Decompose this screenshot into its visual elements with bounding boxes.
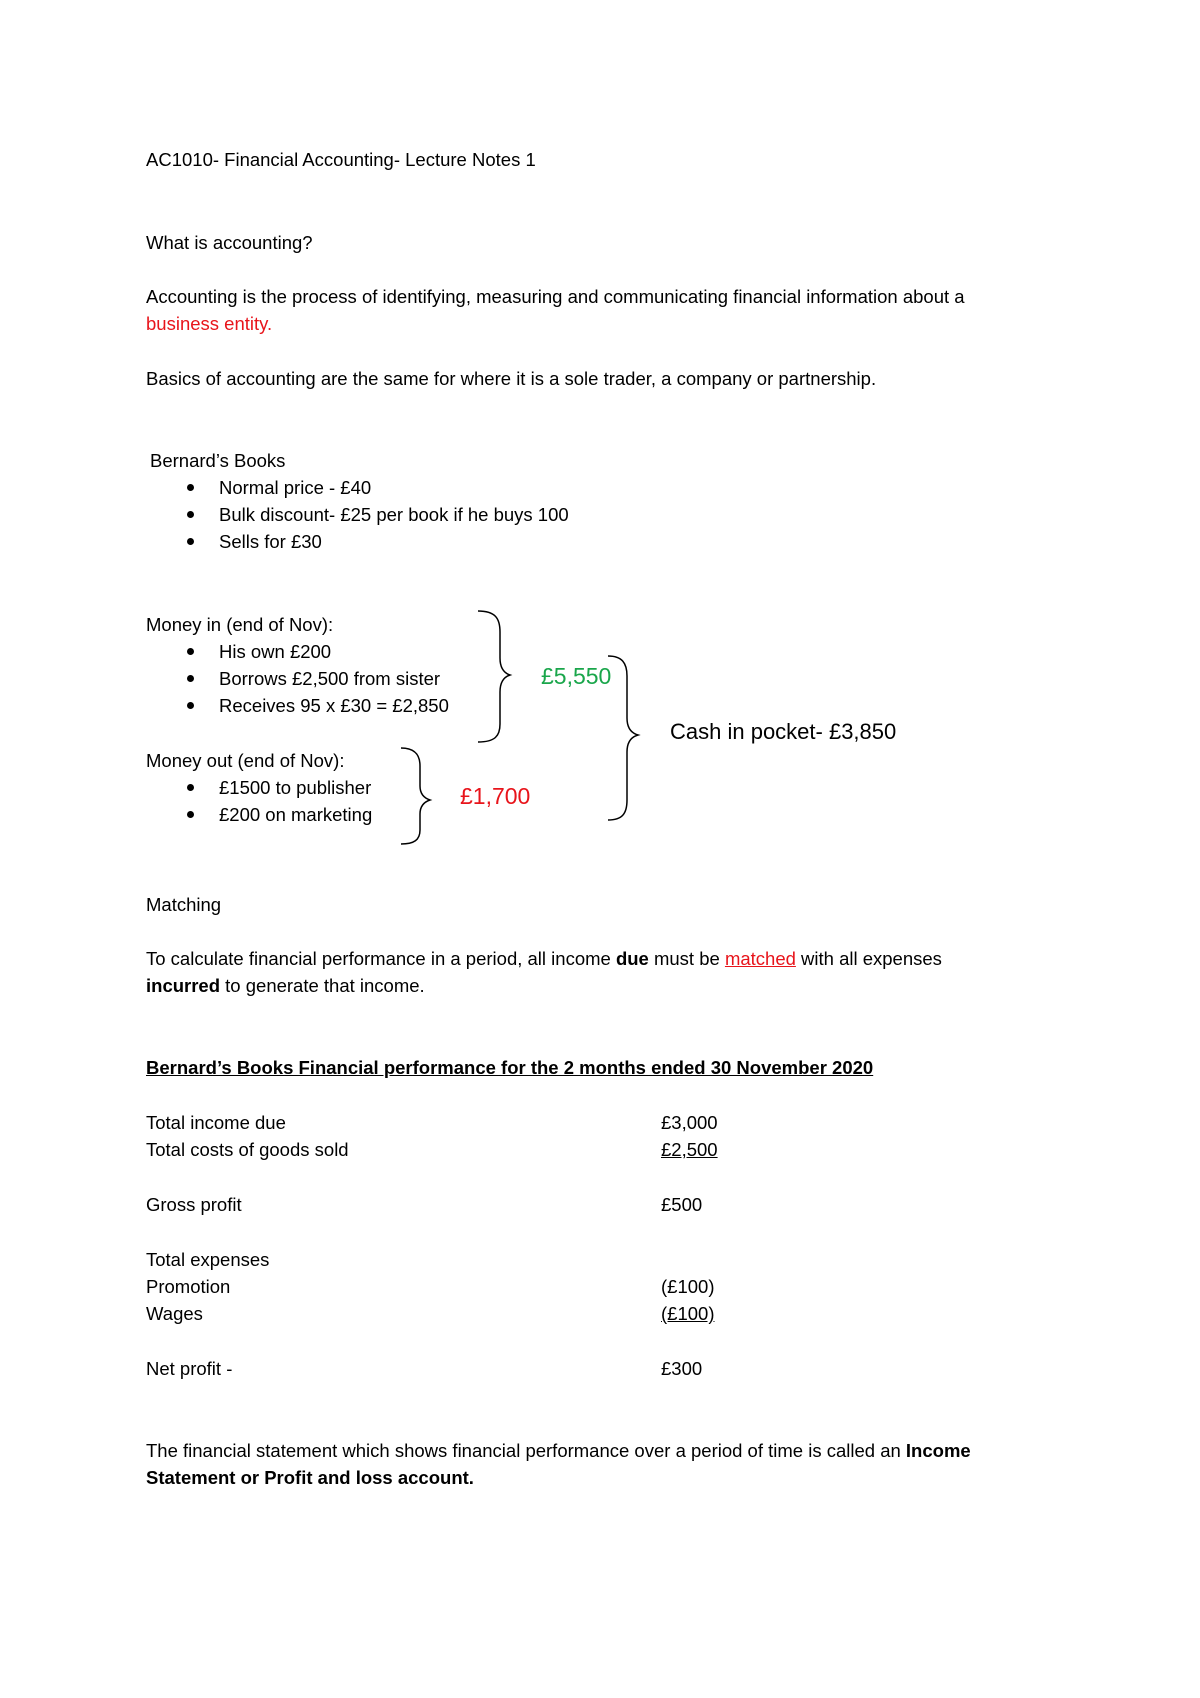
doc-title: AC1010- Financial Accounting- Lecture Notes 1	[146, 149, 536, 170]
row-value: £3,000	[661, 1112, 718, 1133]
row-label: Promotion	[146, 1276, 231, 1297]
emphasis-income: Income	[905, 1440, 971, 1461]
row-label: Total income due	[146, 1112, 286, 1133]
money-out-brace	[401, 748, 430, 844]
books-heading: Bernard’s Books	[150, 450, 286, 471]
list-item: Sells for £30	[219, 531, 322, 552]
list-item: £1500 to publisher	[219, 777, 372, 798]
list-item: £200 on marketing	[219, 804, 373, 825]
definition-line-2: business entity.	[146, 313, 273, 334]
statement-title: Bernard’s Books Financial performance for the 2 months ended 30 November 2020	[146, 1057, 874, 1078]
text-run: To calculate financial performance in a period, all income	[146, 948, 616, 969]
row-value: £2,500	[661, 1139, 718, 1160]
money-in-total: £5,550	[541, 663, 612, 689]
money-in-brace	[478, 611, 510, 742]
list-item: Normal price - £40	[219, 477, 372, 498]
definition-line-1: Accounting is the process of identifying, measuring and communicating financial information about a	[146, 286, 965, 307]
row-value: £300	[661, 1358, 703, 1379]
list-item: Bulk discount- £25 per book if he buys 100	[219, 504, 569, 525]
money-out-total: £1,700	[460, 783, 531, 809]
money-in-heading: Money in (end of Nov):	[146, 614, 334, 635]
row-label: Total costs of goods sold	[146, 1139, 349, 1160]
list-item: Receives 95 x £30 = £2,850	[219, 695, 449, 716]
text-run: The financial statement which shows financial performance over a period of time is called an	[146, 1440, 906, 1461]
text-run: must be	[648, 948, 725, 969]
emphasis-incurred: incurred	[146, 975, 221, 996]
list-item: Borrows £2,500 from sister	[219, 668, 441, 689]
money-out-heading: Money out (end of Nov):	[146, 750, 345, 771]
emphasis-due: due	[615, 948, 649, 969]
row-label: Total expenses	[146, 1249, 270, 1270]
list-item: His own £200	[219, 641, 332, 662]
closing-line-2: Statement or Profit and loss account.	[146, 1467, 474, 1488]
matching-line-2	[146, 977, 425, 996]
row-value: (£100)	[661, 1303, 715, 1324]
row-label: Net profit -	[146, 1358, 233, 1379]
text-run: with all expenses	[795, 948, 942, 969]
emphasis-matched: matched	[724, 948, 796, 969]
row-value: (£100)	[661, 1276, 715, 1297]
row-label: Gross profit	[146, 1194, 242, 1215]
cash-brace	[608, 656, 638, 820]
row-value: £500	[661, 1194, 703, 1215]
cash-in-pocket: Cash in pocket- £3,850	[670, 719, 897, 744]
row-label: Wages	[146, 1303, 203, 1324]
matching-heading: Matching	[146, 894, 222, 915]
text-run: to generate that income.	[220, 975, 425, 996]
matching-line-1	[146, 950, 942, 969]
basics-text: Basics of accounting are the same for where it is a sole trader, a company or partnership.	[146, 368, 877, 389]
closing-line-1	[146, 1442, 971, 1461]
question-heading: What is accounting?	[146, 232, 313, 253]
